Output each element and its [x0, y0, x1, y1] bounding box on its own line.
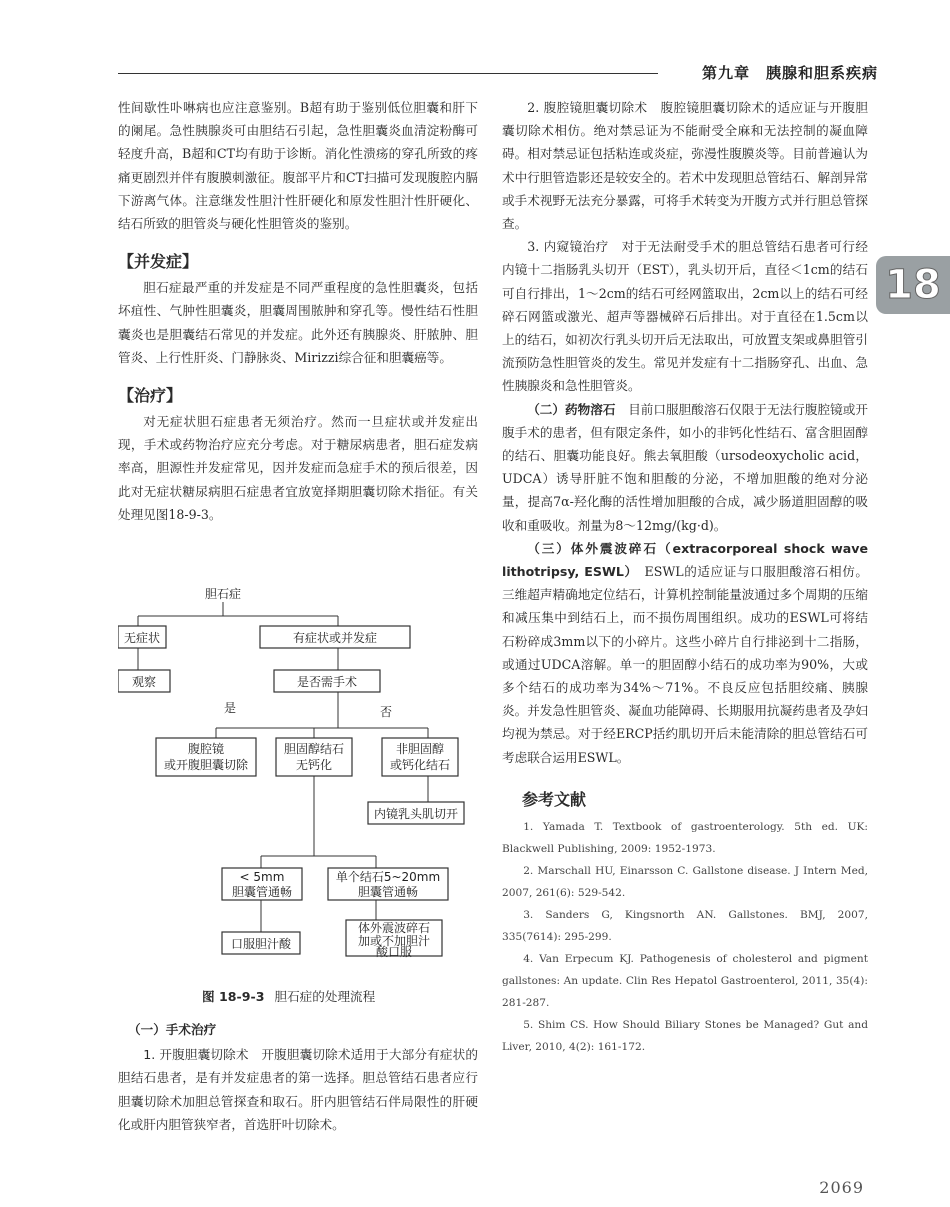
eswl-paragraph: [502, 537, 868, 769]
figure-caption-number: 图 18-9-3: [202, 989, 265, 1004]
figure-caption: [202, 986, 375, 1005]
page-number: 2069: [819, 1178, 864, 1197]
flow-single-line1: 单个结石5~20mm: [335, 870, 441, 884]
flow-lap-line1: 腹腔镜: [187, 742, 225, 756]
endoscopic-paragraph: [502, 235, 868, 397]
complications-paragraph: 胆石症最严重的并发症是不同严重程度的急性胆囊炎，包括坏疽性、气肿性胆囊炎，胆囊周围脓肿和穿孔等。慢性结石性胆囊炎也是胆囊结石常见的并发症。此外还有胰腺炎、肝脓肿、胆管炎、上行性肝炎、门静脉炎、Mirizzi综合征和胆囊癌等。: [118, 280, 478, 365]
eswl-text: ESWL的适应证与口服胆酸溶石相仿。三维超声精确地定位结石，计算机控制能量波通过多个周期的压缩和减压集中到结石上，而不损伤周围组织。成功的ESWL可将结石粉碎成3mm以下的小碎片。这些小碎片自行排泌到十二指肠，或通过UDCA溶解。单一的胆固醇小结石的成功率为90%，大或多个结石的成功率为34%～71%。不良反应包括胆绞痛、胰腺炎。并发急性胆管炎、凝血功能障碍、长期服用抗凝药患者及孕妇均视为禁忌。对于经ERCP括约肌切开后未能清除的胆总管结石可考虑联合运用ESWL。: [502, 564, 868, 765]
surgery-item-label: 1. 开腹胆囊切除术: [143, 1047, 249, 1063]
endoscopic-text: 对于无法耐受手术的胆总管结石患者可行经内镜十二指肠乳头切开（EST），乳头切开后，直径＜1cm的结石可自行排出，1～2cm的结石可经网篮取出，2cm以上的结石可经碎石网篮或激光、超声等器械碎石后排出。对于直径在1.5cm以上的结石，如初次行乳头切开后无法取出，可放置支架或鼻胆管引流预防急性胆管炎的发生。常见并发症有十二指肠穿孔、出血、急性胰腺炎和急性胆管炎。: [502, 239, 868, 394]
surgery-section: [118, 1018, 478, 1136]
flow-asymptomatic: 无症状: [123, 631, 161, 645]
intro-paragraph: 性间歇性卟啉病也应注意鉴别。B超有助于鉴别低位胆囊和肝下的阑尾。急性胰腺炎可由胆结石引起，急性胆囊炎血清淀粉酶可轻度升高，B超和CT均有助于诊断。消化性溃疡的穿孔所致的疼痛更剧烈并伴有腹膜刺激征。腹部平片和CT扫描可发现腹腔内膈下游离气体。注意继发性胆汁性肝硬化和原发性胆汁性肝硬化、结石所致的胆管炎与硬化性胆管炎的鉴别。: [118, 100, 478, 232]
surgery-heading: （一）手术治疗: [128, 1022, 217, 1037]
left-column: [118, 96, 478, 526]
flow-small-line2: 胆囊管通畅: [231, 885, 293, 899]
laparoscopic-text: 腹腔镜胆囊切除术的适应证与开腹胆囊切除术相仿。绝对禁忌证为不能耐受全麻和无法控制的凝血障碍。相对禁忌证包括粘连或炎症，弥漫性腹膜炎等。目前普遍认为术中行胆管造影还是较安全的。若术中发现胆总管结石、解剖异常或手术视野无法充分暴露，可将手术转变为开腹方式并行胆总管探查。: [502, 100, 869, 232]
flow-small-line1: < 5mm: [239, 870, 285, 884]
flow-chol-line1: 胆固醇结石: [283, 742, 345, 756]
reference-item: 4. Van Erpecum KJ. Pathogenesis of cholesterol and pigment gallstones: An update. Clin Res Hepatol Gastroenterol, 2011, 35(4): 281-287.: [502, 952, 868, 1009]
flow-symptomatic: 有症状或并发症: [292, 631, 378, 645]
reference-item: 1. Yamada T. Textbook of gastroenterology. 5th ed. UK: Blackwell Publishing, 2009: 1952-1973.: [502, 820, 868, 855]
drug-label: （二）药物溶石: [527, 401, 616, 417]
flow-top-label: 胆石症: [204, 587, 242, 601]
surgery-item-text: 开腹胆囊切除术适用于大部分有症状的胆结石患者，是有并发症患者的第一选择。胆总管结石患者应行胆囊切除术加胆总管探查和取石。肝内胆管结石伴局限性的肝硬化或肝内胆管狭窄者，首选肝叶切除术。: [118, 1047, 479, 1132]
laparoscopic-label: 2. 腹腔镜胆囊切除术: [527, 100, 648, 115]
flow-observe: 观察: [131, 675, 157, 689]
chapter-title: 第九章 胰腺和胆系疾病: [701, 64, 878, 82]
flow-lap-line2: 或开腹胆囊切除: [163, 758, 249, 772]
treatment-flowchart: [118, 578, 478, 958]
flow-single-line2: 胆囊管通畅: [357, 885, 419, 899]
laparoscopic-paragraph: [502, 96, 868, 235]
flow-eswl-line3: 酸口服: [375, 945, 413, 958]
flow-nonchol-line1: 非胆固醇: [395, 742, 445, 756]
endoscopic-label: 3. 内窥镜治疗: [527, 239, 609, 255]
references-heading: 参考文献: [522, 789, 587, 809]
complications-heading: 【并发症】: [118, 252, 199, 272]
drug-text: 目前口服胆酸溶石仅限于无法行腹腔镜或开腹手术的患者，但有限定条件，如小的非钙化性结石、富含胆固醇的结石、胆囊功能良好。熊去氧胆酸（ursodeoxycholic acid，UDCA）诱导肝脏不饱和胆酸的分泌，不增加胆酸的绝对分泌量，提高7α-羟化酶的活性增加胆酸的合成，减少肠道胆固醇的吸收和重吸收。剂量为8～12mg/(kg·d)。: [502, 401, 869, 533]
flow-need-surgery: 是否需手术: [296, 675, 358, 689]
chapter-tab-number: 18: [885, 262, 941, 308]
chapter-tab: [876, 256, 950, 314]
reference-item: 3. Sanders G, Kingsnorth AN. Gallstones. BMJ, 2007, 335(7614): 295-299.: [502, 908, 868, 943]
drug-paragraph: [502, 398, 868, 537]
flow-nonchol-line2: 或钙化结石: [389, 758, 451, 772]
flow-eswl-line1: 体外震波碎石: [357, 921, 431, 935]
flow-yes: 是: [223, 701, 237, 715]
right-column: [502, 96, 868, 1058]
reference-item: 5. Shim CS. How Should Biliary Stones be Managed? Gut and Liver, 2010, 4(2): 161-172.: [502, 1018, 868, 1053]
surgery-paragraph: [118, 1043, 478, 1136]
eswl-label: （三）体外震波碎石（extracorporeal shock wave lithotripsy, ESWL）: [502, 540, 868, 580]
flow-no: 否: [379, 705, 393, 719]
header-rule: [118, 73, 658, 74]
flow-chol-line2: 无钙化: [295, 758, 333, 772]
flow-oral-bile-acid: 口服胆汁酸: [230, 937, 292, 951]
treatment-paragraph: 对无症状胆石症患者无须治疗。然而一旦症状或并发症出现，手术或药物治疗应充分考虑。对于糖尿病患者，胆石症发病率高，胆源性并发症常见，因并发症而急症手术的预后很差，因此对无症状糖尿病胆石症患者宜放宽择期胆囊切除术指征。有关处理见图18-9-3。: [118, 414, 478, 522]
treatment-heading: 【治疗】: [118, 386, 183, 406]
flow-endoscopic: 内镜乳头肌切开: [373, 807, 459, 821]
flow-eswl-line2: 加或不加胆汁: [357, 934, 431, 948]
reference-item: 2. Marschall HU, Einarsson C. Gallstone disease. J Intern Med, 2007, 261(6): 529-542.: [502, 864, 868, 899]
figure-caption-text: 胆石症的处理流程: [274, 989, 376, 1004]
